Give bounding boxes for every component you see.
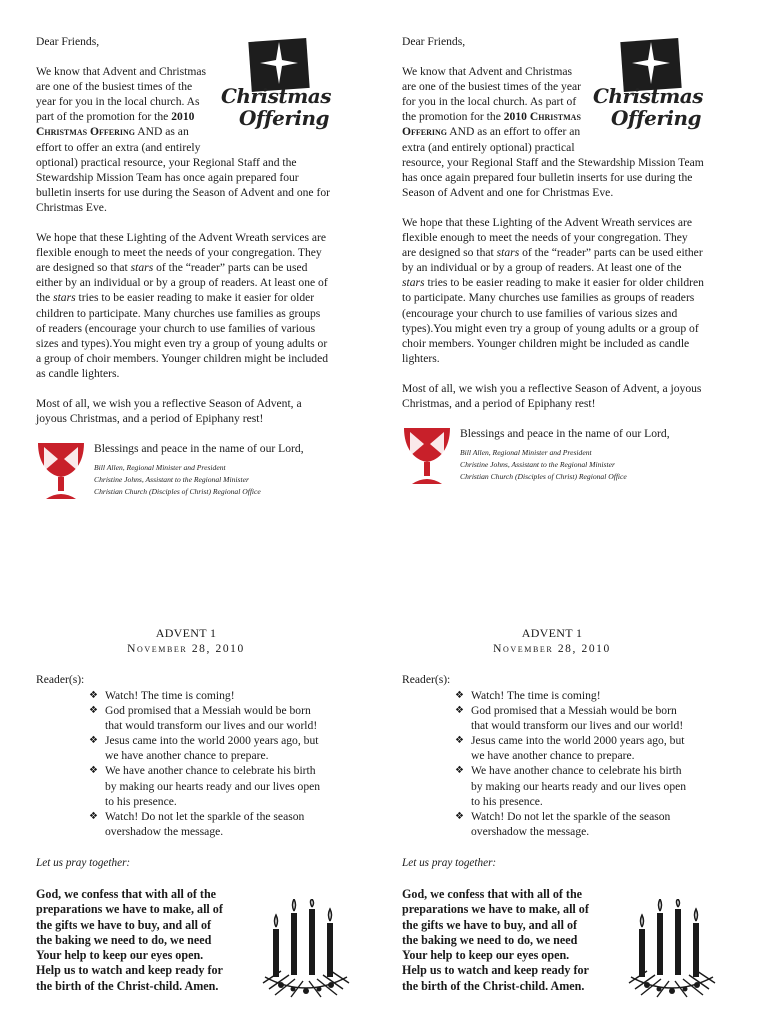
- p2-text-end: tries to be easier reading to make it easier for older children to participate. Many churches use families as groups of readers (encourage your church to use families of various sizes and types).You might even try a group of young adults or a group of choir members. Younger children might be included as candle lighters.: [402, 276, 704, 365]
- p2-stars-2: stars: [402, 276, 425, 290]
- pray-label: Let us pray together:: [36, 856, 131, 869]
- chalice-icon: [402, 426, 452, 488]
- advent-date: November 28, 2010: [493, 643, 611, 655]
- logo-word-2: Offering: [238, 106, 329, 131]
- letter-paragraph-3: Most of all, we wish you a reflective Season of Advent, a joyous Christmas, and a period of Epiphany rest!: [402, 381, 702, 410]
- p2-text-mid: of the “reader” parts can be used either by an individual or by a group of readers. At least one of the: [36, 261, 328, 305]
- p1-text-end: AND as an effort to offer an extra (and entirely optional) practical resource, your Regional Staff and the Stewardship Mission Team has once again prepared four bulletin inserts for use during the Season of Advent and one for Christmas Eve.: [402, 125, 704, 199]
- p2-stars-1: stars: [496, 246, 520, 260]
- advent-title: ADVENT 1: [521, 626, 583, 640]
- advent-insert-left: [36, 626, 336, 994]
- list-item: ❖ Jesus came into the world 2000 years ago, but we have another chance to prepare.: [89, 733, 324, 763]
- logo-word-2: Offering: [610, 106, 701, 131]
- prayer-text: God, we confess that with all of the preparations we have to make, all of the gifts we have to buy, and all of the baking we need to do, we need Your help to keep our eyes open. Help us to watch and keep ready for the birth of the Christ-child. Amen.: [402, 886, 589, 993]
- list-item: ❖ We have another chance to celebrate his birth by making our hearts ready and our lives open to his presence.: [455, 763, 690, 808]
- advent-date: November 28, 2010: [127, 643, 245, 655]
- p1-text: We know that Advent and Christmas are one of the busiest times of the year for you in the local church. As part of the promotion for the: [36, 65, 207, 124]
- list-item: ❖ We have another chance to celebrate his birth by making our hearts ready and our lives open to his presence.: [89, 763, 324, 808]
- prayer-block: [402, 887, 702, 994]
- advent-wreath-icon: [627, 899, 717, 1003]
- p2-stars-2: stars: [53, 291, 76, 305]
- prayer-block: [36, 887, 336, 994]
- prayer-text: God, we confess that with all of the preparations we have to make, all of the gifts we have to buy, and all of the baking we need to do, we need Your help to keep our eyes open. Help us to watch and keep ready for the birth of the Christ-child. Amen.: [36, 886, 223, 993]
- reader-bullet-list: [402, 688, 690, 839]
- p1-offering: Christmas Offering: [402, 110, 581, 139]
- list-item: ❖ Watch! The time is coming!: [455, 688, 690, 703]
- p1-year: 2010: [503, 110, 527, 124]
- advent-insert-right: [402, 626, 702, 994]
- christmas-offering-logo: [592, 32, 704, 140]
- p1-text: We know that Advent and Christmas are one of the busiest times of the year for you in the local church. As part of the promotion for the: [402, 65, 581, 124]
- readers-label: Reader(s):: [402, 673, 451, 686]
- letter-paragraph-2: [36, 230, 332, 381]
- letter-paragraph-3: Most of all, we wish you a reflective Season of Advent, a joyous Christmas, and a period of Epiphany rest!: [36, 396, 302, 426]
- letter-greeting: Dear Friends,: [402, 35, 466, 48]
- chalice-icon: [36, 441, 86, 503]
- signature-3: Christian Church (Disciples of Christ) Regional Office: [460, 472, 627, 482]
- letter-left: [36, 34, 332, 505]
- signature-2: Christine Johns, Assistant to the Regional Minister: [94, 475, 249, 485]
- reader-bullet-list: [36, 688, 324, 839]
- list-item: ❖ Watch! Do not let the sparkle of the season overshadow the message.: [455, 809, 690, 839]
- letter-paragraph-1: [402, 64, 704, 200]
- p2-text-end: tries to be easier reading to make it easier for older children to participate. Many churches use families as groups of readers (encourage your church to use families of various sizes and types).You might even try a group of young adults or a group of choir members. Younger children might be included as candle lighters.: [36, 291, 329, 380]
- signature-3: Christian Church (Disciples of Christ) Regional Office: [94, 487, 261, 497]
- signature-block: [402, 426, 704, 490]
- letter-paragraph-2: [402, 215, 704, 366]
- pray-label: Let us pray together:: [402, 856, 497, 869]
- list-item: ❖ Watch! Do not let the sparkle of the season overshadow the message.: [89, 809, 324, 839]
- p2-text: We hope that these Lighting of the Advent Wreath services are flexible enough to meet the needs of your congregation. They are designed so that: [36, 231, 327, 275]
- list-item: ❖ Jesus came into the world 2000 years ago, but we have another chance to prepare.: [455, 733, 690, 763]
- signature-block: [36, 441, 332, 505]
- p2-text: We hope that these Lighting of the Advent Wreath services are flexible enough to meet the needs of your congregation. They are designed so that: [402, 215, 693, 260]
- p1-offering: Christmas Offering: [36, 125, 135, 139]
- list-item: ❖ God promised that a Messiah would be born that would transform our lives and our world!: [455, 703, 690, 733]
- p1-text-end: AND as an effort to offer an extra (and entirely optional) practical resource, your Regional Staff and the Stewardship Mission Team has once again prepared four bulletin inserts for use during the Season of Advent and one for Christmas Eve.: [36, 125, 330, 214]
- list-item: ❖ Watch! The time is coming!: [89, 688, 324, 703]
- christmas-offering-logo: [220, 32, 332, 140]
- signature-1: Bill Allen, Regional Minister and President: [460, 448, 592, 458]
- p2-stars-1: stars: [130, 261, 154, 275]
- blessing-line: Blessings and peace in the name of our Lord,: [94, 442, 304, 456]
- blessing-line: Blessings and peace in the name of our Lord,: [460, 427, 670, 441]
- logo-word-1: Christmas: [593, 84, 703, 109]
- p1-year: 2010: [171, 110, 195, 124]
- advent-wreath-icon: [261, 899, 351, 1003]
- readers-label: Reader(s):: [36, 673, 85, 686]
- letter-paragraph-1: [36, 64, 332, 215]
- logo-word-1: Christmas: [221, 84, 331, 109]
- letter-right: [402, 34, 704, 490]
- letter-greeting: Dear Friends,: [36, 35, 100, 48]
- p2-text-mid: of the “reader” parts can be used either by an individual or by a group of readers. At least one of the: [402, 246, 703, 275]
- advent-title: ADVENT 1: [155, 626, 217, 640]
- list-item: ❖ God promised that a Messiah would be born that would transform our lives and our world!: [89, 703, 324, 733]
- signature-1: Bill Allen, Regional Minister and President: [94, 463, 226, 473]
- signature-2: Christine Johns, Assistant to the Regional Minister: [460, 460, 615, 470]
